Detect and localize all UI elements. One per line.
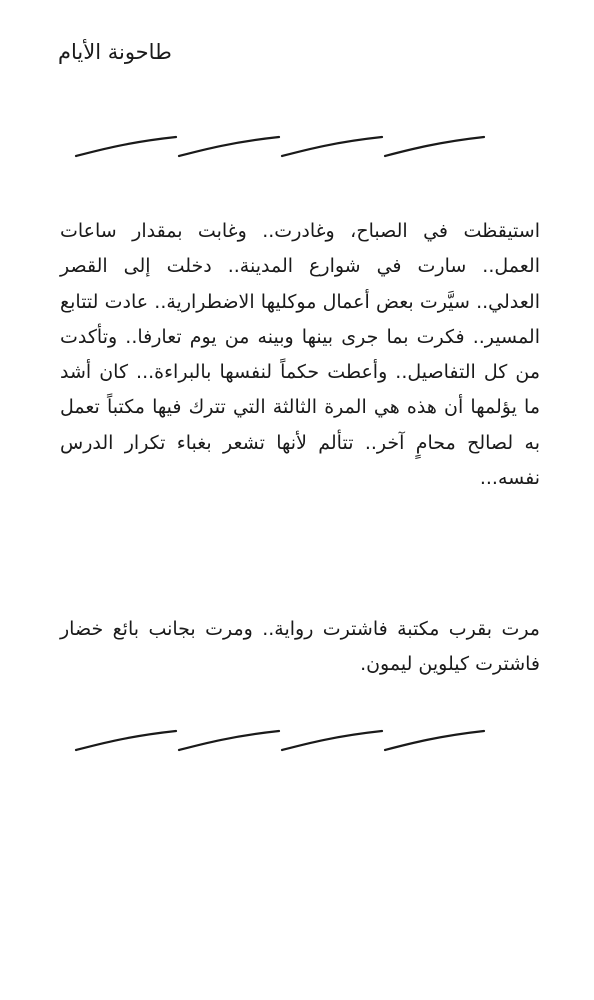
page-title: طاحونة الأيام xyxy=(58,40,172,64)
ornament-divider-top xyxy=(74,132,486,162)
ornament-divider-bottom xyxy=(74,726,486,756)
body-paragraph: مرت بقرب مكتبة فاشترت رواية.. ومرت بجانب بائع خضار فاشترت كيلوين ليمون. xyxy=(60,618,540,676)
body-paragraph: استيقظت في الصباح، وغادرت.. وغابت بمقدار ساعات العمل.. سارت في شوارع المدينة.. دخلت إلى القصر العدلي.. سيَّرت بعض أعمال موكليها الاضطرارية.. عادت لتتابع المسير.. فكرت بما جرى بينها وبينه من يوم تعارفا.. وتأكدت من كل التفاصيل.. وأعطت حكماً لنفسها بالبراءة... كان أشد ما يؤلمها أن هذه هي المرة الثالثة التي تترك فيها مكتباً تعمل به لصالح محامٍ آخر.. تتألم لأنها تشعر بغباء تكرار الدرس نفسه... xyxy=(60,220,540,490)
